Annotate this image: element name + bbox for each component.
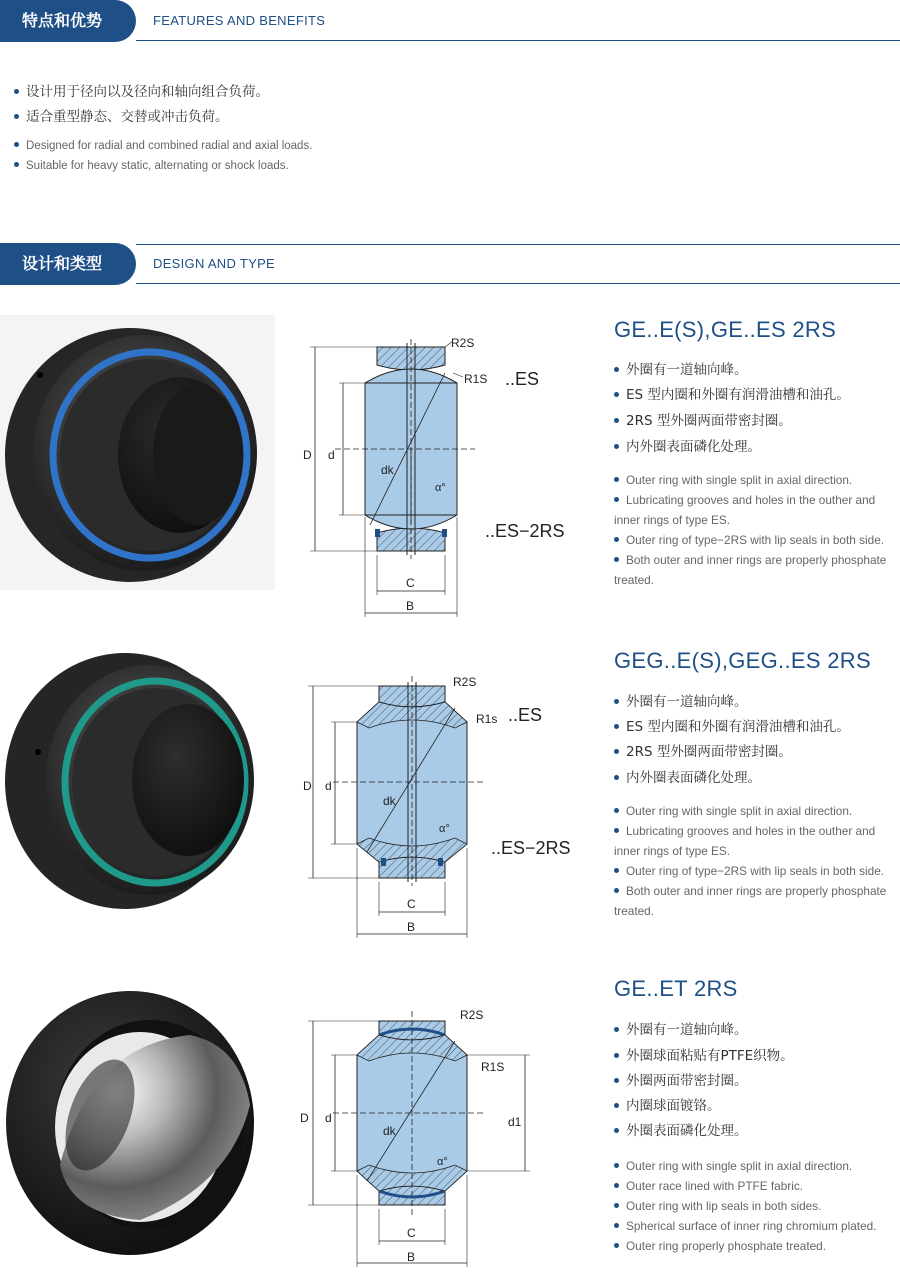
spec-item: 内外圈表面磷化处理。 bbox=[614, 435, 900, 455]
spec-item: Outer ring with single split in axial direction. bbox=[614, 1156, 900, 1176]
spec-item: Lubricating grooves and holes in the outher and inner rings of type ES. bbox=[614, 824, 876, 858]
divider bbox=[136, 40, 900, 41]
label-r2: R2S bbox=[460, 1008, 484, 1022]
label-r1: R1S bbox=[481, 1060, 505, 1074]
label-d: d bbox=[325, 779, 332, 793]
bearing-photo-ge-et bbox=[0, 985, 275, 1260]
label-d: d bbox=[328, 448, 335, 462]
label-B: B bbox=[406, 599, 415, 613]
product-title: GE..E(S),GE..ES 2RS bbox=[614, 317, 837, 342]
bearing-photo-geg-es bbox=[0, 648, 275, 918]
feature-item: Suitable for heavy static, alternating or shock loads. bbox=[14, 160, 289, 172]
label-alpha: α° bbox=[435, 482, 446, 494]
spec-item: Both outer and inner rings are properly phosphate treated. bbox=[614, 884, 887, 918]
section-title-cn: 特点和优势 bbox=[0, 0, 136, 42]
label-es2rs: ..ES−2RS bbox=[485, 521, 565, 541]
label-r1: R1s bbox=[476, 712, 498, 726]
spec-item: Lubricating grooves and holes in the outher and inner rings of type ES. bbox=[614, 493, 876, 527]
feature-item: 设计用于径向以及径向和轴向组合负荷。 bbox=[14, 80, 269, 100]
label-C: C bbox=[407, 897, 416, 911]
label-dk: dk bbox=[383, 794, 396, 808]
section-title-cn: 设计和类型 bbox=[0, 243, 136, 285]
label-es: ..ES bbox=[505, 369, 540, 389]
feature-item: 适合重型静态、交替或冲击负荷。 bbox=[14, 105, 229, 125]
product-title: GE..ET 2RS bbox=[614, 976, 738, 1001]
label-D: D bbox=[300, 1111, 309, 1125]
label-r2: R2S bbox=[451, 336, 475, 350]
spec-item: ES 型内圈和外圈有润滑油槽和油孔。 bbox=[614, 715, 900, 735]
bearing-diagram-geg-es bbox=[295, 672, 595, 944]
section-header-design bbox=[0, 243, 900, 285]
spec-item: ES 型内圈和外圈有润滑油槽和油孔。 bbox=[614, 383, 900, 403]
spec-item: Both outer and inner rings are properly phosphate treated. bbox=[614, 553, 887, 587]
spec-item: Outer race lined with PTFE fabric. bbox=[614, 1176, 900, 1196]
section-header-features bbox=[0, 0, 900, 42]
spec-item: Outer ring with single split in axial direction. bbox=[614, 470, 900, 490]
label-alpha: α° bbox=[437, 1156, 448, 1168]
label-dk: dk bbox=[383, 1124, 396, 1138]
bearing-diagram-ge-es bbox=[295, 333, 595, 623]
spec-item: 2RS 型外圈两面带密封圈。 bbox=[614, 409, 900, 429]
label-B: B bbox=[407, 920, 416, 934]
section-title-en: FEATURES AND BENEFITS bbox=[153, 13, 326, 28]
spec-item: Outer ring of type−2RS with lip seals in both side. bbox=[614, 861, 900, 881]
spec-item: 2RS 型外圈两面带密封圈。 bbox=[614, 740, 900, 760]
label-C: C bbox=[407, 1226, 416, 1240]
product-title: GEG..E(S),GEG..ES 2RS bbox=[614, 648, 871, 673]
label-d: d bbox=[325, 1111, 332, 1125]
spec-item: 内圈球面镀铬。 bbox=[614, 1094, 900, 1114]
spec-item: Outer ring properly phosphate treated. bbox=[614, 1236, 900, 1256]
label-dk: dk bbox=[381, 463, 394, 477]
label-r1: R1S bbox=[464, 372, 488, 386]
spec-item: 外圈表面磷化处理。 bbox=[614, 1119, 900, 1139]
feature-item: Designed for radial and combined radial and axial loads. bbox=[14, 140, 312, 152]
bearing-photo-ge-es bbox=[0, 315, 275, 590]
label-D: D bbox=[303, 448, 312, 462]
spec-item: 外圈有一道轴向峰。 bbox=[614, 690, 900, 710]
label-es: ..ES bbox=[508, 705, 543, 725]
spec-item: Outer ring of type−2RS with lip seals in both side. bbox=[614, 530, 900, 550]
spec-item: 外圈两面带密封圈。 bbox=[614, 1069, 900, 1089]
spec-item: 外圈有一道轴向峰。 bbox=[614, 358, 900, 378]
spec-item: 内外圈表面磷化处理。 bbox=[614, 766, 900, 786]
spec-item: Outer ring with lip seals in both sides. bbox=[614, 1196, 900, 1216]
label-C: C bbox=[406, 576, 415, 590]
spec-item: Outer ring with single split in axial direction. bbox=[614, 801, 900, 821]
label-alpha: α° bbox=[439, 823, 450, 835]
bearing-diagram-ge-et bbox=[295, 1005, 595, 1272]
label-D: D bbox=[303, 779, 312, 793]
spec-item: 外圈球面粘贴有PTFE织物。 bbox=[614, 1044, 900, 1064]
spec-item: 外圈有一道轴向峰。 bbox=[614, 1018, 900, 1038]
label-r2: R2S bbox=[453, 675, 477, 689]
label-B: B bbox=[407, 1250, 416, 1264]
label-d1: d1 bbox=[508, 1115, 522, 1129]
section-title-en: DESIGN AND TYPE bbox=[153, 256, 276, 271]
divider bbox=[136, 283, 900, 284]
label-es2rs: ..ES−2RS bbox=[491, 838, 571, 858]
spec-item: Spherical surface of inner ring chromium plated. bbox=[614, 1216, 900, 1236]
